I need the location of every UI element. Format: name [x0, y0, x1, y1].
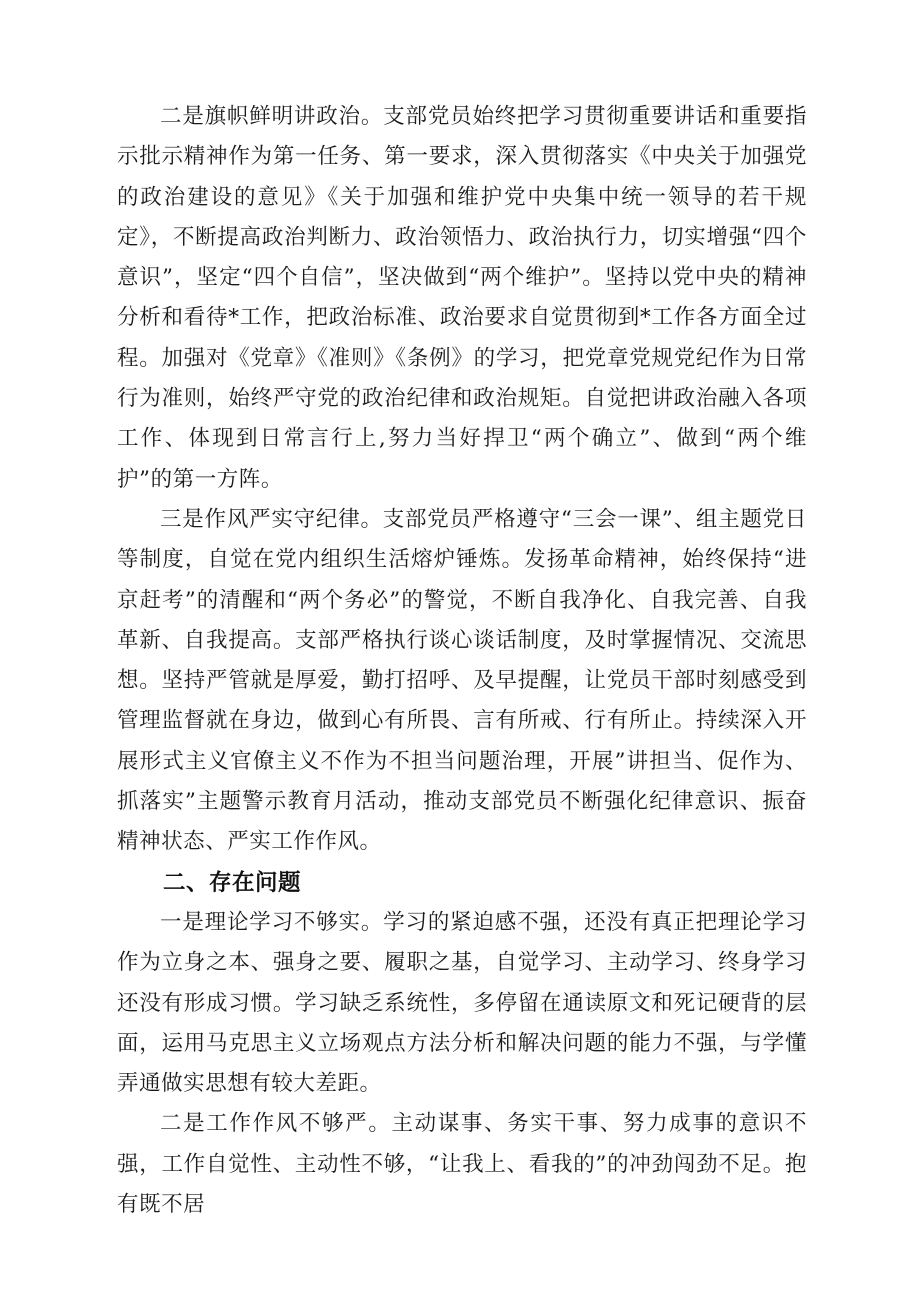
paragraph-work-style-issue: 二是工作作风不够严。主动谋事、务实干事、努力成事的意识不强，工作自觉性、主动性不够，“让我上、看我的”的冲劲闯劲不足。抱有既不居	[117, 1111, 807, 1218]
paragraph-work-style-discipline: 三是作风严实守纪律。支部党员严格遵守“三会一课”、组主题党日等制度，自觉在党内组织生活熔炉锤炼。发扬革命精神，始终保持“进京赶考”的清醒和“两个务必”的警觉，不断自我净化、自我完善、自我革新、自我提高。支部严格执行谈心谈话制度，及时掌握情况、交流思想。坚持严管就是厚爱，勤打招呼、及早提醒，让党员干部时刻感受到管理监督就在身边，做到心有所畏、言有所戒、行有所止。持续深入开展形式主义官僚主义不作为不担当问题治理，开展”讲担当、促作为、抓落实”主题警示教育月活动，推动支部党员不断强化纪律意识、振奋精神状态、严实工作作风。	[117, 506, 807, 855]
section-heading-existing-problems: 二、存在问题	[163, 869, 302, 896]
paragraph-theory-study-issue: 一是理论学习不够实。学习的紧迫感不强，还没有真正把理论学习作为立身之本、强身之要、履职之基，自觉学习、主动学习、终身学习还没有形成习惯。学习缺乏系统性，多停留在通读原文和死记硬背的层面，运用马克思主义立场观点方法分析和解决问题的能力不强，与学懂弄通做实思想有较大差距。	[117, 909, 807, 1097]
paragraph-political-stance: 二是旗帜鲜明讲政治。支部党员始终把学习贯彻重要讲话和重要指示批示精神作为第一任务、第一要求，深入贯彻落实《中央关于加强党的政治建设的意见》《关于加强和维护党中央集中统一领导的若干规定》，不断提高政治判断力、政治领悟力、政治执行力，切实增强“四个意识”，坚定“四个自信”，坚决做到“两个维护”。坚持以党中央的精神分析和看待*工作，把政治标准、政治要求自觉贯彻到*工作各方面全过程。加强对《党章》《准则》《条例》的学习，把党章党规党纪作为日常行为准则，始终严守党的政治纪律和政治规矩。自觉把讲政治融入各项工作、体现到日常言行上,努力当好捍卫“两个确立”、做到“两个维护”的第一方阵。	[117, 104, 807, 492]
document-body	[117, 97, 807, 1225]
